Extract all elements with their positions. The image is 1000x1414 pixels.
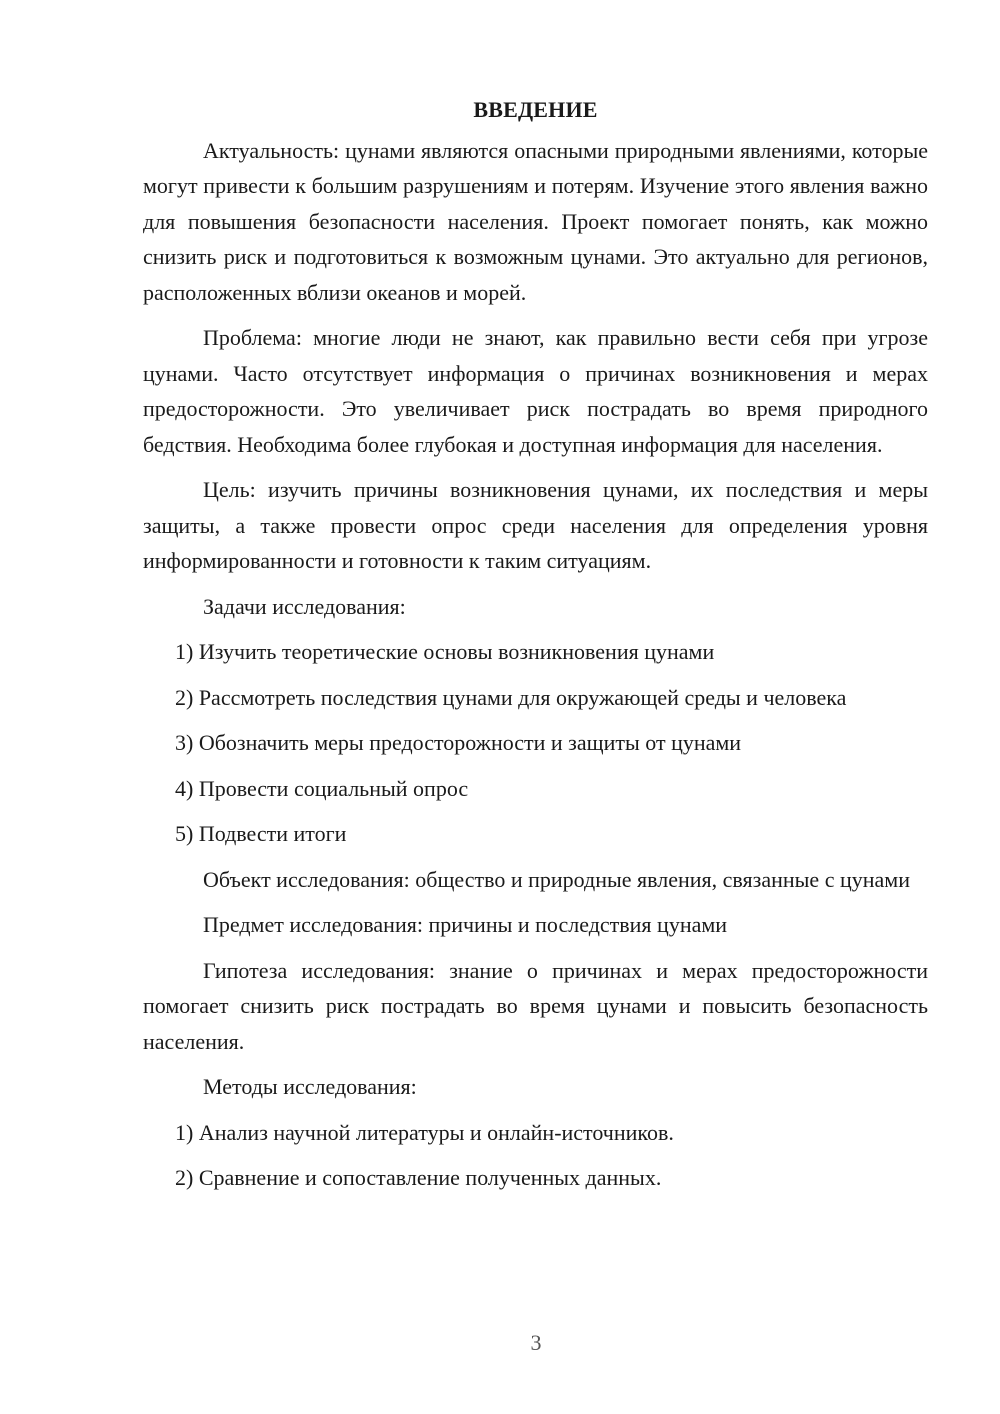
subject-paragraph: Предмет исследования: причины и последствия цунами — [203, 912, 728, 937]
tasks-label: Задачи исследования: — [203, 593, 406, 619]
document-page — [143, 92, 928, 1206]
hypothesis-paragraph: Гипотеза исследования: знание о причинах и мерах предосторожности помогает снизить риск пострадать во время цунами и повысить безопасность населения. — [143, 957, 928, 1054]
task-item: 3) Обозначить меры предосторожности и защиты от цунами — [175, 730, 742, 755]
task-item: 5) Подвести итоги — [175, 821, 347, 846]
problem-paragraph: Проблема: многие люди не знают, как правильно вести себя при угрозе цунами. Часто отсутствует информация о причинах возникновения и мерах предосторожности. Это увеличивает риск пострадать во время природного бедствия. Необходима более глубокая и доступная информация для населения. — [143, 325, 928, 457]
task-item: 1) Изучить теоретические основы возникновения цунами — [175, 639, 715, 664]
object-paragraph: Объект исследования: общество и природные явления, связанные с цунами — [203, 866, 910, 892]
methods-label: Методы исследования: — [203, 1074, 417, 1099]
relevance-paragraph: Актуальность: цунами являются опасными природными явлениями, которые могут привести к большим разрушениям и потерям. Изучение этого явления важно для повышения безопасности населения. Проект помогает понять, как можно снизить риск и подготовиться к возможным цунами. Это актуально для регионов, расположенных вблизи океанов и морей. — [143, 137, 928, 305]
page-number: 3 — [530, 1330, 542, 1355]
goal-paragraph: Цель: изучить причины возникновения цунами, их последствия и меры защиты, а также провести опрос среди населения для определения уровня информированности и готовности к таким ситуациям. — [143, 477, 928, 573]
task-item: 2) Рассмотреть последствия цунами для окружающей среды и человека — [175, 684, 847, 710]
page-title: ВВЕДЕНИЕ — [473, 97, 598, 122]
task-item: 4) Провести социальный опрос — [175, 775, 469, 801]
method-item: 2) Сравнение и сопоставление полученных данных. — [175, 1165, 662, 1190]
method-item: 1) Анализ научной литературы и онлайн-источников. — [175, 1119, 674, 1145]
